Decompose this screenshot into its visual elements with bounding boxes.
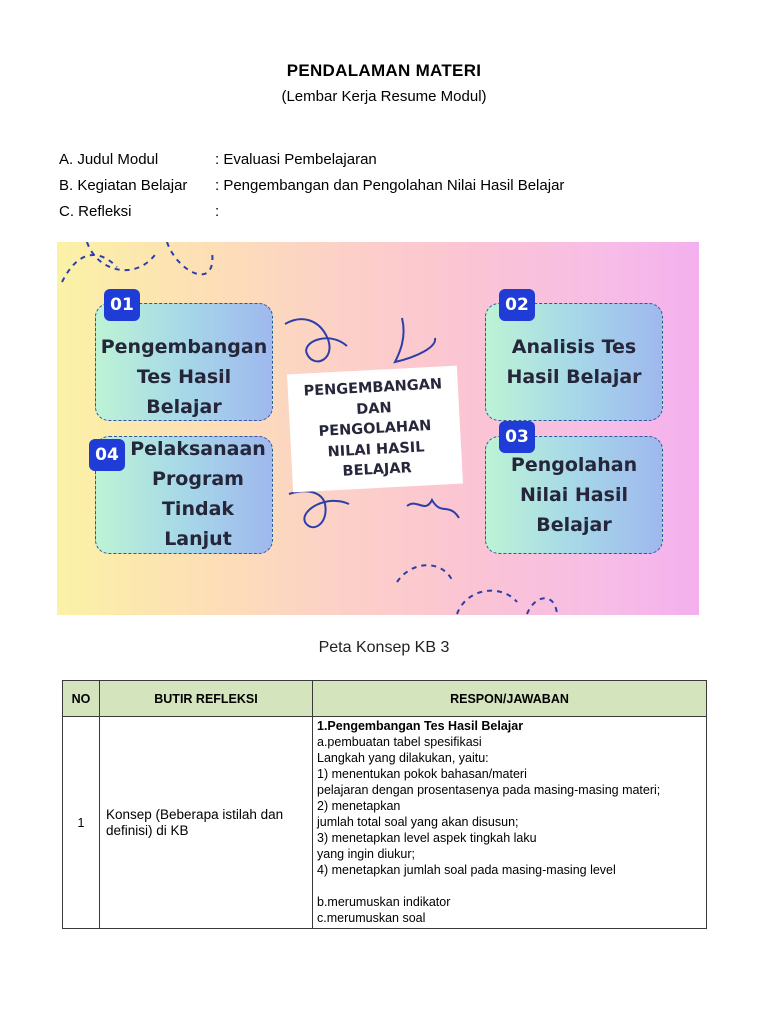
respon-heading: 1.Pengembangan Tes Hasil Belajar [317, 719, 524, 733]
respon-line: 4) menetapkan jumlah soal pada masing-masing level [317, 863, 616, 877]
concept-map-image [57, 242, 699, 615]
info-value: : [215, 203, 220, 220]
table-row [63, 717, 707, 929]
column-header-butir: BUTIR REFLEKSI [100, 681, 313, 717]
info-label: C. Refleksi [59, 203, 132, 220]
respon-line: yang ingin diukur; [317, 847, 415, 861]
concept-card-text: Pelaksanaan Program Tindak Lanjut [130, 438, 266, 550]
concept-map-center [287, 366, 463, 493]
respon-line: jumlah total soal yang akan disusun; [317, 815, 519, 829]
info-value: : Pengembangan dan Pengolahan Nilai Hasil Belajar [215, 177, 565, 194]
respon-line: 3) menetapkan level aspek tingkah laku [317, 831, 537, 845]
row-respon [313, 717, 707, 929]
reflection-table [62, 680, 707, 929]
figure-caption: Peta Konsep KB 3 [318, 639, 450, 656]
page-subtitle: (Lembar Kerja Resume Modul) [281, 88, 487, 105]
table-header-row [63, 681, 707, 717]
row-butir: Konsep (Beberapa istilah dan definisi) di KB [100, 717, 313, 929]
column-header-respon: RESPON/JAWABAN [313, 681, 707, 717]
column-header-no: NO [63, 681, 100, 717]
info-label: A. Judul Modul [59, 151, 159, 168]
concept-card-text: Analisis Tes Hasil Belajar [506, 336, 642, 388]
concept-card-03 [485, 436, 663, 554]
respon-line: pelajaran dengan prosentasenya pada masing-masing materi; [317, 783, 661, 797]
page-title: PENDALAMAN MATERI [286, 61, 482, 80]
respon-line: Langkah yang dilakukan, yaitu: [317, 751, 489, 765]
respon-line: 2) menetapkan [317, 799, 401, 813]
respon-line: a.pembuatan tabel spesifikasi [317, 735, 482, 749]
info-label: B. Kegiatan Belajar [59, 177, 188, 194]
number-badge-01: 01 [104, 289, 140, 321]
number-badge-04: 04 [89, 439, 125, 471]
respon-line: c.merumuskan soal [317, 911, 426, 925]
respon-line [317, 878, 702, 894]
row-number: 1 [63, 717, 100, 929]
concept-card-text: Pengolahan Nilai Hasil Belajar [510, 454, 638, 536]
respon-line: 1) menentukan pokok bahasan/materi [317, 767, 527, 781]
concept-card-text: Pengembangan Tes Hasil Belajar [100, 336, 268, 418]
number-badge-02: 02 [499, 289, 535, 321]
respon-lines [317, 734, 702, 926]
concept-map-center-text: PENGEMBANGAN DAN PENGOLAHAN NILAI HASIL BELAJAR [303, 376, 443, 480]
info-value: : Evaluasi Pembelajaran [215, 151, 377, 168]
number-badge-03: 03 [499, 421, 535, 453]
respon-line: b.merumuskan indikator [317, 895, 451, 909]
